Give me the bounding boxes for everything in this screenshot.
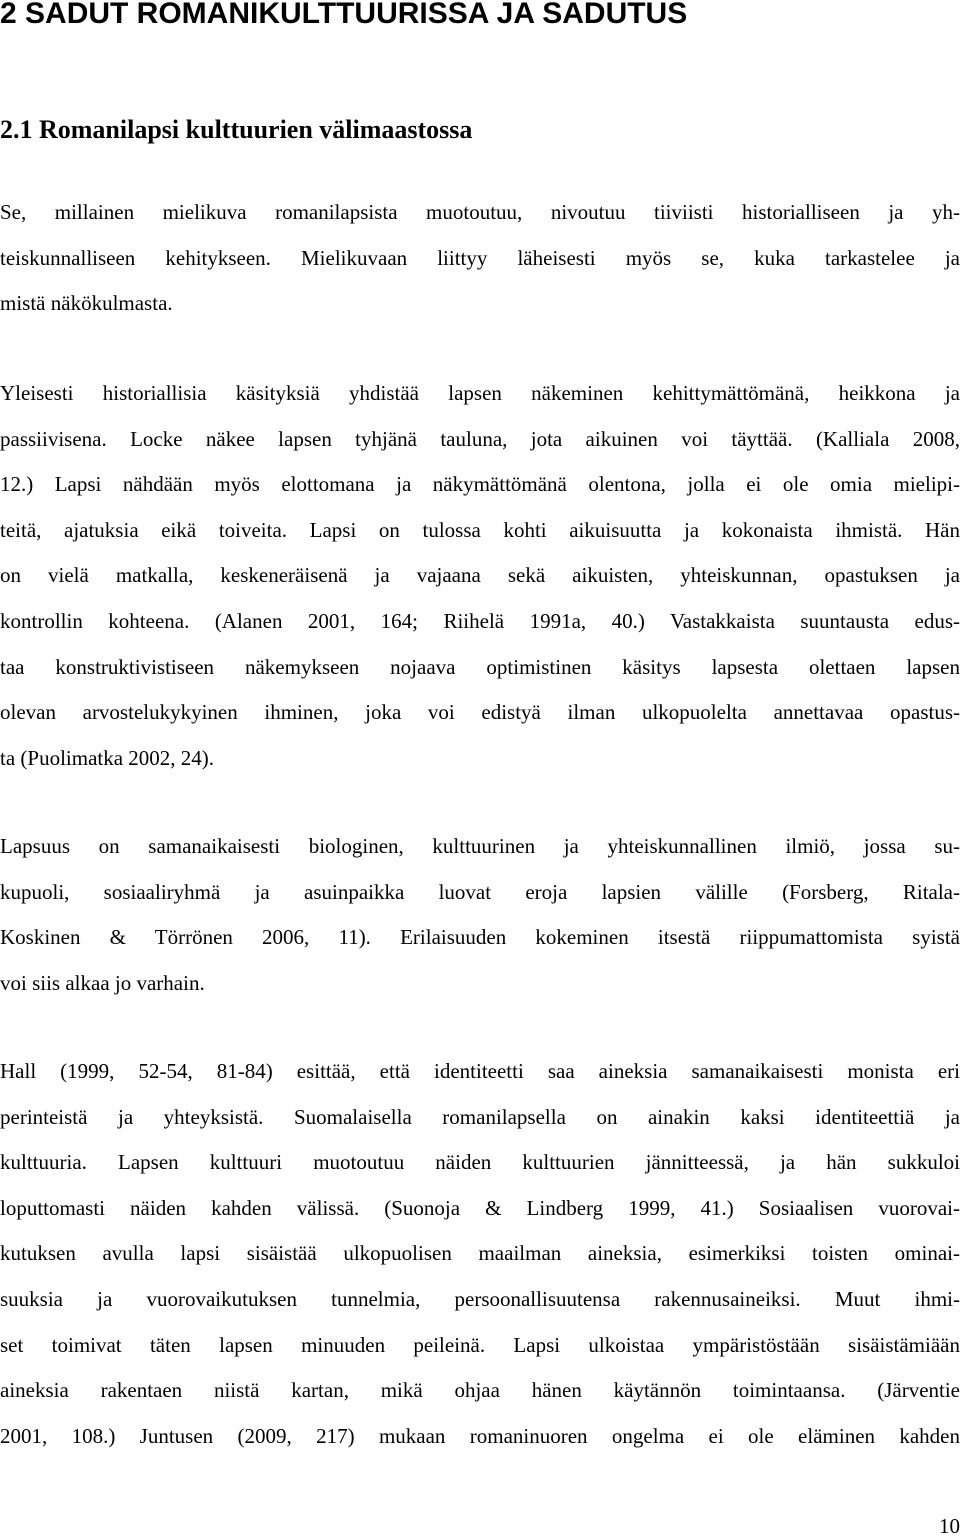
paragraph-line: on vielä matkalla, keskeneräisenä ja vajaana sekä aikuisten, yhteiskunnan, opastuksen ja — [0, 563, 960, 588]
paragraph-1 — [0, 190, 960, 327]
paragraph-line: kulttuuria. Lapsen kulttuuri muotoutuu näiden kulttuurien jännitteessä, ja hän sukkuloi — [0, 1150, 960, 1175]
paragraph-line: ta (Puolimatka 2002, 24). — [0, 745, 215, 770]
page-number: 10 — [939, 1514, 960, 1538]
paragraph-line: taa konstruktivistiseen näkemykseen nojaava optimistinen käsitys lapsesta olettaen lapsen — [0, 654, 960, 679]
paragraph-line: suuksia ja vuorovaikutuksen tunnelmia, persoonallisuutensa rakennusaineiksi. Muut ihmi- — [0, 1286, 960, 1311]
paragraph-4 — [0, 1049, 960, 1459]
paragraph-line: kupuoli, sosiaaliryhmä ja asuinpaikka luovat eroja lapsien välille (Forsberg, Ritala- — [0, 879, 960, 904]
paragraph-line: passiivisena. Locke näkee lapsen tyhjänä tauluna, jota aikuinen voi täyttää. (Kalliala 2008, — [0, 426, 960, 451]
paragraph-line: olevan arvostelukykyinen ihminen, joka voi edistyä ilman ulkopuolelta annettavaa opastus- — [0, 700, 960, 725]
chapter-heading: 2 SADUT ROMANIKULTTUURISSA JA SADUTUS — [0, 0, 688, 30]
paragraph-line: teitä, ajatuksia eikä toiveita. Lapsi on tulossa kohti aikuisuutta ja kokonaista ihmistä. Hän — [0, 517, 960, 542]
paragraph-line: Se, millainen mielikuva romanilapsista muotoutuu, nivoutuu tiiviisti historialliseen ja yh- — [0, 200, 960, 224]
paragraph-line: Hall (1999, 52-54, 81-84) esittää, että identiteetti saa aineksia samanaikaisesti monista eri — [0, 1059, 960, 1083]
paragraph-line: Yleisesti historiallisia käsityksiä yhdistää lapsen näkeminen kehittymättömänä, heikkona ja — [0, 381, 960, 405]
paragraph-line: loputtomasti näiden kahden välissä. (Suonoja & Lindberg 1999, 41.) Sosiaalisen vuorovai- — [0, 1195, 960, 1220]
paragraph-line: 2001, 108.) Juntusen (2009, 217) mukaan romaninuoren ongelma ei ole eläminen kahden — [0, 1423, 960, 1448]
paragraph-line: 12.) Lapsi nähdään myös elottomana ja näkymättömänä olentona, jolla ei ole omia mielipi- — [0, 472, 960, 497]
paragraph-line: kontrollin kohteena. (Alanen 2001, 164; Riihelä 1991a, 40.) Vastakkaista suuntausta edus- — [0, 608, 960, 633]
paragraph-line: Lapsuus on samanaikaisesti biologinen, kulttuurinen ja yhteiskunnallinen ilmiö, jossa su- — [0, 834, 960, 858]
paragraph-line: perinteistä ja yhteyksistä. Suomalaisella romanilapsella on ainakin kaksi identiteettiä ja — [0, 1104, 960, 1129]
paragraph-line: mistä näkökulmasta. — [0, 291, 173, 316]
paragraph-line: voi siis alkaa jo varhain. — [0, 970, 205, 995]
paragraph-line: kutuksen avulla lapsi sisäistää ulkopuolisen maailman aineksia, esimerkiksi toisten ominai- — [0, 1241, 960, 1266]
paragraph-2 — [0, 371, 960, 781]
paragraph-line: set toimivat täten lapsen minuuden peileinä. Lapsi ulkoistaa ympäristöstään sisäistämiään — [0, 1332, 960, 1357]
paragraph-line: aineksia rakentaen niistä kartan, mikä ohjaa hänen käytännön toimintaansa. (Järventie — [0, 1378, 960, 1403]
section-heading: 2.1 Romanilapsi kulttuurien välimaastossa — [0, 115, 473, 144]
paragraph-line: Koskinen & Törrönen 2006, 11). Erilaisuuden kokeminen itsestä riippumattomista syistä — [0, 925, 960, 950]
paragraph-3 — [0, 824, 960, 1006]
paragraph-line: teiskunnalliseen kehitykseen. Mielikuvaan liittyy läheisesti myös se, kuka tarkastelee ja — [0, 245, 960, 270]
